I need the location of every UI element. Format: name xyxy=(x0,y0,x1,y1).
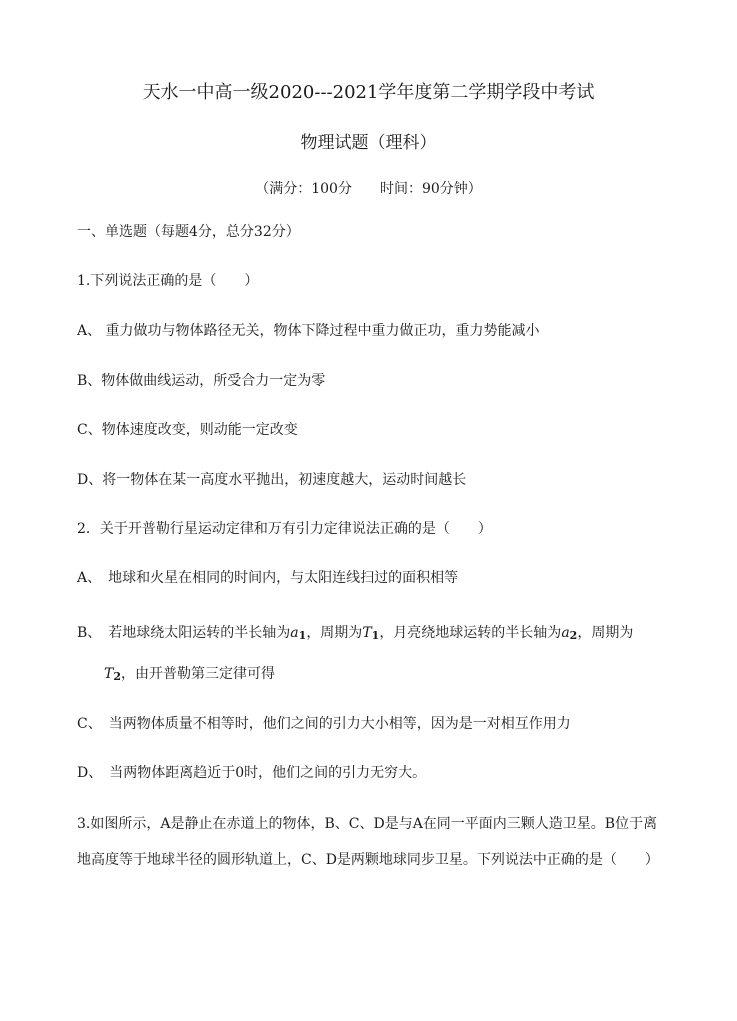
question-1-option-c: C、物体速度改变，则动能一定改变 xyxy=(77,422,298,438)
section-heading: 一、单选题（每题4分，总分32分） xyxy=(77,224,300,240)
question-1-stem: 1.下列说法正确的是（ ） xyxy=(77,273,259,289)
question-3-line-1: 3.如图所示，A是静止在赤道上的物体，B、C、D是与A在同一平面内三颗人造卫星。B位于离 xyxy=(77,816,658,832)
symbol-subscript: 1 xyxy=(371,629,380,642)
period-symbol: T xyxy=(362,625,372,641)
question-2-option-b-cont xyxy=(104,663,275,683)
question-1-option-d: D、将一物体在某一高度水平抛出，初速度越大，运动时间越长 xyxy=(77,472,467,488)
question-1-option-a: A、 重力做功与物体路径无关，物体下降过程中重力做正功，重力势能减小 xyxy=(77,323,540,339)
option-b-text: ，周期为 xyxy=(306,625,363,641)
period-symbol: T xyxy=(104,666,114,682)
semi-major-axis-symbol: a xyxy=(561,625,570,641)
question-1-option-b: B、物体做曲线运动，所受合力一定为零 xyxy=(77,373,326,389)
symbol-subscript: 2 xyxy=(113,670,121,683)
symbol-subscript: 2 xyxy=(569,629,578,642)
question-2-stem: 2．关于开普勒行星运动定律和万有引力定律说法正确的是（ ） xyxy=(77,521,492,537)
question-3-line-2: 地高度等于地球半径的圆形轨道上，C、D是两颗地球同步卫星。下列说法中正确的是（ ） xyxy=(77,852,659,868)
question-2-option-b xyxy=(77,622,633,642)
symbol-subscript: 1 xyxy=(298,629,307,642)
exam-title: 天水一中高一级2020---2021学年度第二学期学段中考试 xyxy=(142,82,595,103)
exam-meta: （满分：100分 时间：90分钟） xyxy=(255,181,482,197)
question-2-option-c: C、 当两物体质量不相等时，他们之间的引力大小相等，因为是一对相互作用力 xyxy=(77,716,571,732)
semi-major-axis-symbol: a xyxy=(290,625,299,641)
exam-subtitle: 物理试题（理科） xyxy=(300,133,437,153)
option-b-tail: ，由开普勒第三定律可得 xyxy=(121,666,275,682)
question-2-option-d: D、 当两物体距离趋近于0时，他们之间的引力无穷大。 xyxy=(77,765,427,781)
option-b-text: ，周期为 xyxy=(577,625,634,641)
option-b-prefix: B、 若地球绕太阳运转的半长轴为 xyxy=(77,625,291,641)
option-b-text: ，月亮绕地球运转的半长轴为 xyxy=(379,625,562,641)
question-2-option-a: A、 地球和火星在相同的时间内，与太阳连线扫过的面积相等 xyxy=(77,570,459,586)
